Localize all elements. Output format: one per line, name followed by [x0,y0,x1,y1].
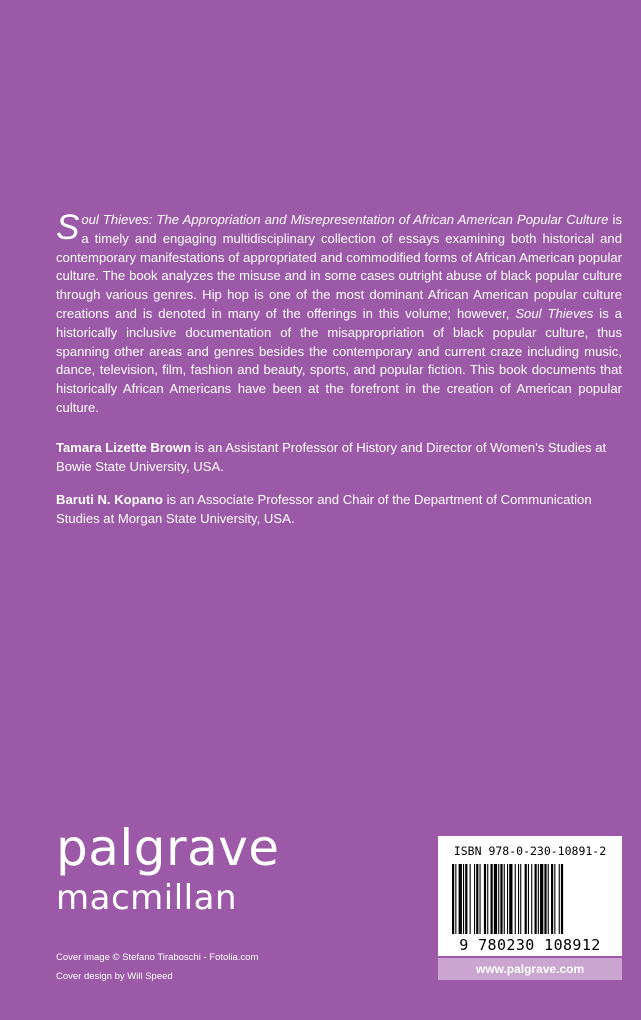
isbn-label: ISBN 978-0-230-10891-2 [453,844,607,858]
barcode-icon [450,864,610,934]
cover-image-credit: Cover image © Stefano Tiraboschi - Fotolia.com [56,952,259,963]
author-name-2: Baruti N. Kopano [56,492,163,507]
blurb-text-2: is a historically inclusive documentation of the misappropriation of black popular culture, thus spanning other areas and genres besides the contemporary and current craze including music, dance, television, film, fashion and beauty, sports, and popular fiction. This book documents that historically African Americans have been at the forefront in the creation of American popular culture. [56,305,622,415]
cover-design-credit: Cover design by Will Speed [56,971,173,982]
book-title: oul Thieves: The Appropriation and Misrepresentation of African American Popular Culture [81,212,609,227]
author-bio-text-1: is an Assistant Professor of History and Director of Women’s Studies at Bowie State University, USA. [56,440,607,474]
dropcap-letter: S [56,208,80,247]
author-bio-1 [56,439,622,477]
blurb-text-1: is a timely and engaging multidisciplinary collection of essays examining both historical and contemporary manifestations of appropriated and commodified forms of African American popular culture. The book analyzes the misuse and in some cases outright abuse of black popular culture through various genres. Hip hop is one of the most dominant African American popular culture creations and is denoted in many of the offerings in this volume; however, [56,212,622,321]
publisher-logo-line1: palgrave [56,819,280,877]
author-name-1: Tamara Lizette Brown [56,440,192,455]
author-bio-text-2: is an Associate Professor and Chair of the Department of Communication Studies at Morgan State University, USA. [56,492,592,526]
book-title-short: Soul Thieves [515,305,594,321]
website-link[interactable]: www.palgrave.com [438,958,622,980]
publisher-logo-line2: macmillan [56,878,237,918]
barcode-digits: 9 780230 108912 [459,936,601,954]
blurb-paragraph [56,208,622,418]
author-bio-2 [56,491,622,529]
barcode-box [438,836,622,956]
